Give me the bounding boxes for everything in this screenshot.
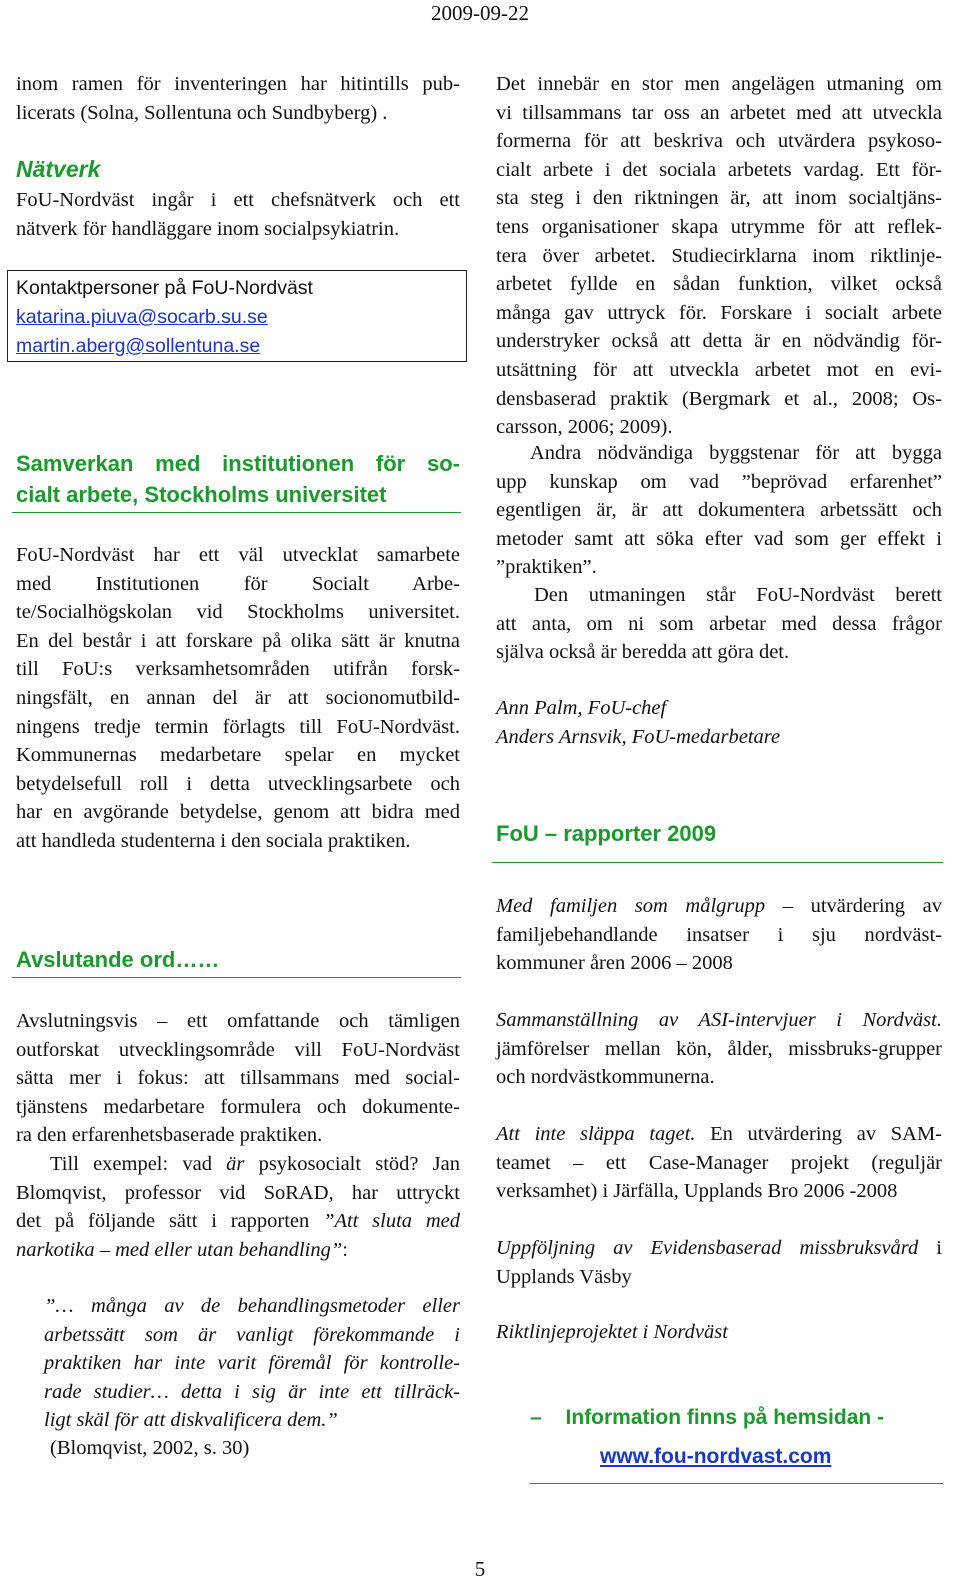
quote-line: praktiken har inte varit föremål för kontrolle- [44,1352,460,1375]
report-3 [496,1120,942,1206]
avslutande-heading: Avslutande ord…… [16,947,220,972]
text-line: betydelsefull roll i detta utvecklingsarbete och [16,772,460,795]
text-line: verksamhet) i Järfälla, Upplands Bro 2006 -2008 [496,1180,898,1203]
right-para3 [496,581,942,667]
rapporter-heading: FoU – rapporter 2009 [496,821,717,846]
text-line: arbetet fyllde en sådan funktion, vilket också [496,273,942,296]
text-line: outforskat utvecklingsområde vill FoU-Nordväst [16,1038,460,1061]
heading-line: cialt arbete, Stockholms universitet [16,482,387,507]
text-line: cialt arbete i det sociala arbetets vardag. Ett för- [496,158,942,181]
text-line: Den utmaningen står FoU-Nordväst berett [534,584,942,606]
text-line: Blomqvist, professor vid SoRAD, har uttryckt [16,1181,460,1204]
text-line: familjebehandlande insatser i sju nordväst- [496,923,942,946]
text-line: Till exempel: vad är psykosocialt stöd? Jan [50,1153,461,1175]
page-number: 5 [474,1557,486,1581]
text-line: Kommunernas medarbetare spelar en mycket [16,744,460,767]
contact-content [16,274,313,361]
samverkan-text [16,541,460,856]
report-4 [496,1234,942,1291]
intro-text [16,70,460,127]
quote-line: ligt skäl för att diskvalificera dem.” [44,1409,338,1432]
text-line: FoU-Nordväst har ett väl utvecklat samarbete [16,544,460,566]
email-link-aberg[interactable]: martin.aberg@sollentuna.se [16,335,261,357]
quote-line: arbetssätt som är vanligt förekommande i [44,1323,460,1346]
info-line [530,1403,884,1433]
text-line: Andra nödvändiga byggstenar för att bygga [530,442,942,464]
avslutande-para2 [16,1150,460,1264]
text-line: har en avgörande betydelse, genom att bidra med [16,801,460,824]
text-line: te/Socialhögskolan vid Stockholms universitet. [16,601,460,624]
text-line: teamet – ett Case-Manager projekt (reguljär [496,1151,942,1174]
text-line: att anta, om ni som arbetar med dessa frågor [496,612,942,635]
text-line: utsättning för att utveckla arbetet mot en evi- [496,358,942,381]
info-rule [530,1483,943,1484]
signatures [496,694,780,751]
samverkan-rule [12,512,461,513]
text-line: ra den erfarenhetsbaserade praktiken. [16,1124,323,1147]
contact-title: Kontaktpersoner på FoU-Nordväst [16,277,313,299]
text-line: till FoU:s verksamhetsområden utifrån forsk- [16,658,460,681]
website-link[interactable]: www.fou-nordvast.com [600,1445,832,1468]
text-line: många gav uttryck för. Forskare i socialt arbete [496,301,942,324]
page-date: 2009-09-22 [431,1,529,25]
text-line: Att inte släppa taget. En utvärdering av SAM- [496,1123,942,1145]
text-line: understryker också att detta är en nödvändig för- [496,330,942,353]
text-line: Det innebär en stor men angelägen utmaning om [496,73,942,95]
text-line: licerats (Solna, Sollentuna och Sundbyberg) . [16,101,388,124]
natverk-heading: Nätverk [16,156,101,182]
text-line: med Institutionen för Socialt Arbe- [16,572,460,595]
text-line: att handleda studenterna i den sociala praktiken. [16,829,411,852]
quote-citation: (Blomqvist, 2002, s. 30) [50,1437,250,1459]
text-line: carsson, 2006; 2009). [496,416,673,439]
quote-line: ”… många av de behandlingsmetoder eller [44,1295,460,1317]
text-line: det på följande sätt i rapporten ”Att sluta med [16,1210,460,1233]
signature-palm: Ann Palm, FoU-chef [496,697,667,719]
text-line: ningens tredje termin förlagts till FoU-Nordväst. [16,715,460,738]
text-line: sta steg i den riktningen är, att inom socialtjäns- [496,187,942,210]
email-link-piuva[interactable]: katarina.piuva@socarb.su.se [16,306,268,328]
text-line: narkotika – med eller utan behandling”: [16,1238,348,1261]
text-line: En del består i att forskare på olika sätt är knutna [16,629,460,652]
text-line: egentligen är, är att dokumentera arbetssätt och [496,499,942,522]
right-para1 [496,70,942,442]
avslutande-rule [12,977,461,978]
text-line: metoder samt att söka efter vad som ger effekt i [496,527,942,550]
text-line: ningsfält, en annan del är att socionomutbild- [16,686,460,709]
text-line: och nordvästkommunerna. [496,1066,715,1089]
natverk-text [16,186,460,243]
text-line: upp kunskap om vad ”beprövad erfarenhet” [496,470,942,493]
text-line: tera över arbetet. Studiecirklarna inom riktlinje- [496,244,942,267]
report-5: Riktlinjeprojektet i Nordväst [496,1321,728,1343]
report-2 [496,1006,942,1092]
text-line: tjänstens medarbetare formulera och dokumente- [16,1095,460,1118]
text-line: formerna för att beskriva och utvärdera psykoso- [496,130,942,153]
right-para2 [496,439,942,582]
text-line: jämförelser mellan kön, ålder, missbruks-grupper [496,1037,942,1060]
text-line: vi tillsammans tar oss an arbetet med att utveckla [496,101,942,124]
text-line: nätverk för handläggare inom socialpsykiatrin. [16,217,400,240]
info-text: Information finns på hemsidan - [565,1406,885,1429]
signature-arnsvik: Anders Arnsvik, FoU-medarbetare [496,725,781,748]
text-line: Med familjen som målgrupp – utvärdering av [496,895,942,917]
rapporter-rule [492,862,943,863]
text-line: själva också är beredda att göra det. [496,641,790,664]
text-line: FoU-Nordväst ingår i ett chefsnätverk och ett [16,189,460,211]
text-line: kommuner åren 2006 – 2008 [496,952,733,975]
text-line: Upplands Väsby [496,1265,632,1288]
text-line: tens organisationer skapa utrymme för att reflek- [496,215,942,238]
quote-line: rade studier… detta i sig är inte ett tillräck- [44,1380,460,1403]
text-line: Uppföljning av Evidensbaserad missbruksvård i [496,1237,942,1259]
blomqvist-quote [44,1292,460,1435]
info-dash: – [530,1406,542,1429]
text-line: Avslutningsvis – ett omfattande och tämligen [16,1010,460,1032]
samverkan-heading [16,448,460,510]
text-line: Sammanställning av ASI-intervjuer i Nordväst. [496,1009,942,1031]
text-line: densbaserad praktik (Bergmark et al., 2008; Os- [496,387,942,410]
avslutande-para1 [16,1007,460,1150]
text-line: inom ramen för inventeringen har hitintills pub- [16,73,460,95]
text-line: ”praktiken”. [496,556,597,579]
report-1 [496,892,942,978]
text-line: sätta mer i fokus: att tillsammans med social- [16,1067,460,1090]
heading-line: Samverkan med institutionen för so- [16,451,460,476]
